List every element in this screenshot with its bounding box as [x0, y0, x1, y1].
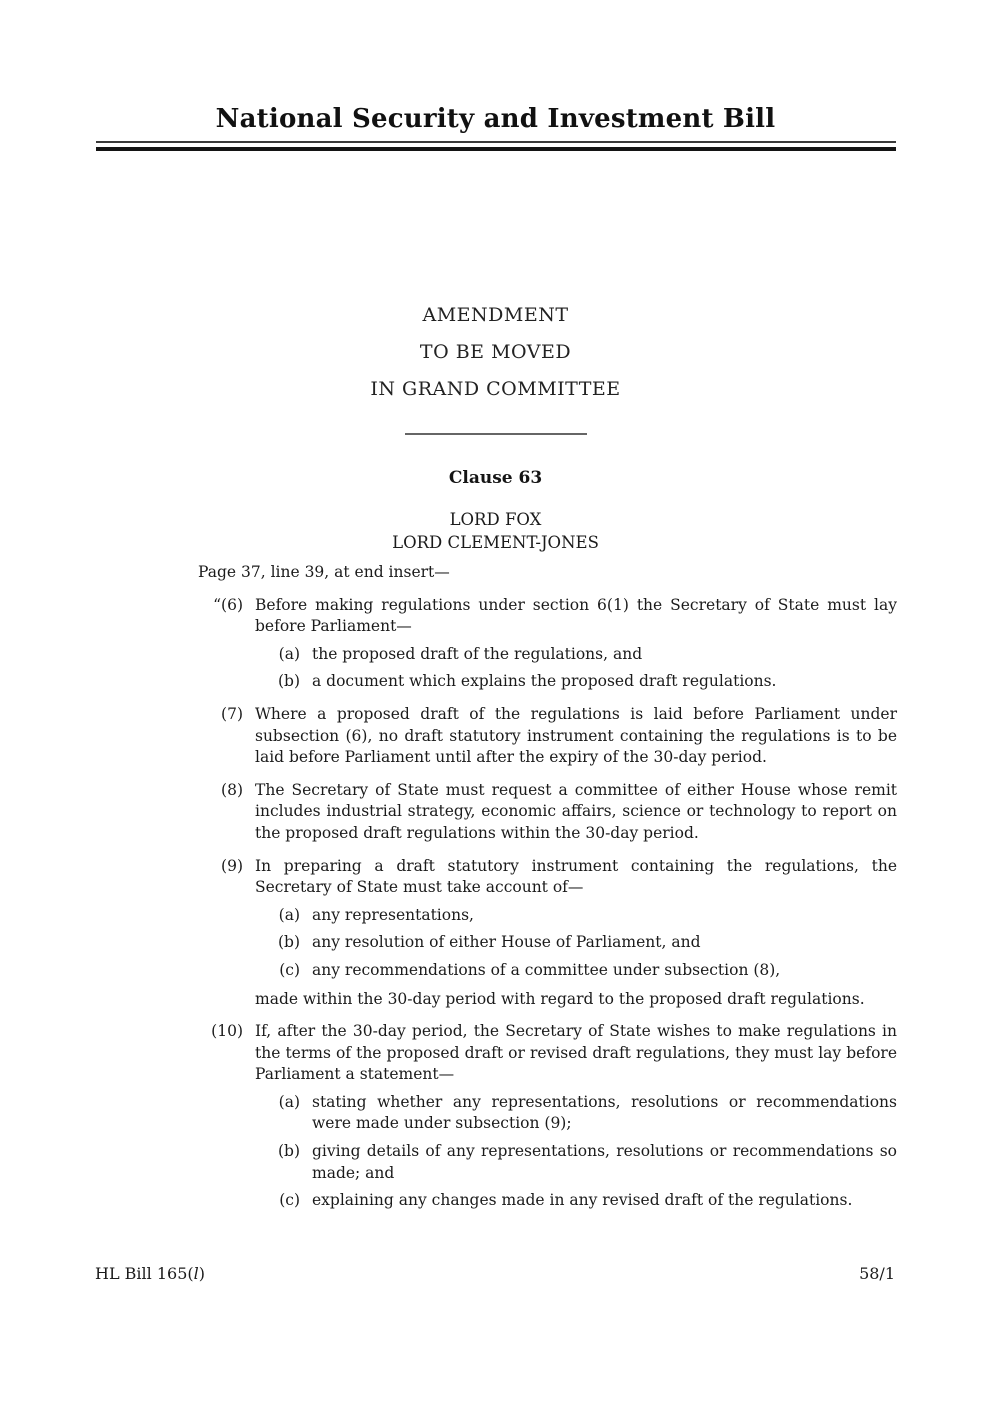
- subitem-marker: (b): [277, 933, 300, 952]
- subitem-9b: [255, 932, 897, 954]
- amendment-instruction: Page 37, line 39, at end insert—: [198, 563, 450, 581]
- title-double-rule: [96, 141, 896, 151]
- subitem-9a: [255, 905, 897, 927]
- subsection-7: [198, 704, 897, 769]
- subsection-text: If, after the 30-day period, the Secretary of State wishes to make regulations in the terms of the proposed draft or revised draft regulations, they must lay before Parliament a statement—: [255, 1022, 897, 1084]
- subitem-10c: [255, 1190, 897, 1212]
- subsection-text: In preparing a draft statutory instrument containing the regulations, the Secretary of State must take account of—: [255, 856, 897, 897]
- subsection-8: [198, 780, 897, 845]
- subitem-text: explaining any changes made in any revised draft of the regulations.: [312, 1191, 853, 1210]
- amendment-heading-line-3: IN GRAND COMMITTEE: [370, 378, 621, 400]
- subsection-marker: “(6): [213, 595, 243, 614]
- subitem-9c: [255, 960, 897, 982]
- separator-line: [405, 433, 587, 435]
- subsection-text: Where a proposed draft of the regulations is laid before Parliament under subsection (6), no draft statutory instrument containing the regulations is to be laid before Parliament until after the expiry of the 30-day period.: [255, 704, 897, 767]
- subsection-marker: (7): [221, 704, 243, 723]
- subitem-text: stating whether any representations, resolutions or recommendations were made under subsection (9);: [312, 1092, 897, 1133]
- subsection-marker: (8): [221, 780, 243, 799]
- subitem-text: any resolution of either House of Parliament, and: [312, 933, 701, 952]
- subsection-10: [198, 1021, 897, 1212]
- footer-bill-prefix: HL Bill 165(: [95, 1264, 194, 1283]
- footer-bill-suffix: ): [198, 1264, 206, 1283]
- subitem-marker: (c): [279, 960, 300, 979]
- subsection-body: [255, 1021, 897, 1212]
- subsection-text: The Secretary of State must request a committee of either House whose remit includes industrial strategy, economic affairs, science or technology to report on the proposed draft regulations within the 30-day period.: [255, 780, 897, 842]
- footer-page-ref: 58/1: [859, 1264, 895, 1283]
- subitem-6b: [255, 671, 897, 693]
- page-title: National Security and Investment Bill: [215, 104, 776, 134]
- footer-bill-italic: l: [193, 1264, 199, 1283]
- subitem-marker: (b): [277, 1142, 300, 1161]
- subitem-text: any representations,: [312, 905, 474, 924]
- clause-title: Clause 63: [448, 468, 543, 488]
- subitem-marker: (a): [278, 644, 300, 663]
- subsection-marker: (10): [211, 1022, 243, 1041]
- subitem-marker: (b): [277, 672, 300, 691]
- amendment-body: [198, 562, 897, 1212]
- subsection-6: [198, 595, 897, 693]
- subsection-continuation: made within the 30-day period with regard to the proposed draft regulations.: [255, 989, 865, 1008]
- mover-name: LORD CLEMENT-JONES: [392, 533, 599, 552]
- subitem-marker: (a): [278, 905, 300, 924]
- page-footer: [95, 1264, 895, 1283]
- subitem-6a: [255, 644, 897, 666]
- amendment-heading-line-1: AMENDMENT: [422, 304, 569, 326]
- subitem-text: the proposed draft of the regulations, and: [312, 644, 643, 663]
- subsection-body: [255, 595, 897, 693]
- subitem-text: any recommendations of a committee under subsection (8),: [312, 960, 781, 979]
- subsection-text: Before making regulations under section 6(1) the Secretary of State must lay before Parliament—: [255, 595, 897, 636]
- subsection-body: [255, 704, 897, 769]
- amendment-heading: [0, 297, 991, 408]
- subitem-text: giving details of any representations, resolutions or recommendations so made; and: [312, 1142, 897, 1182]
- subitem-10a: [255, 1092, 897, 1135]
- subsection-marker: (9): [221, 856, 243, 875]
- subsection-body: [255, 780, 897, 845]
- amendment-heading-line-2: TO BE MOVED: [419, 341, 572, 363]
- subitem-text: a document which explains the proposed draft regulations.: [312, 672, 777, 691]
- subitem-marker: (a): [278, 1092, 300, 1111]
- movers-list: [0, 508, 991, 554]
- subsection-9: [198, 856, 897, 1011]
- subsection-body: [255, 856, 897, 1011]
- footer-bill-number: [95, 1264, 205, 1283]
- mover-name: LORD FOX: [449, 510, 542, 529]
- subitem-10b: [255, 1141, 897, 1184]
- subitem-marker: (c): [279, 1191, 300, 1210]
